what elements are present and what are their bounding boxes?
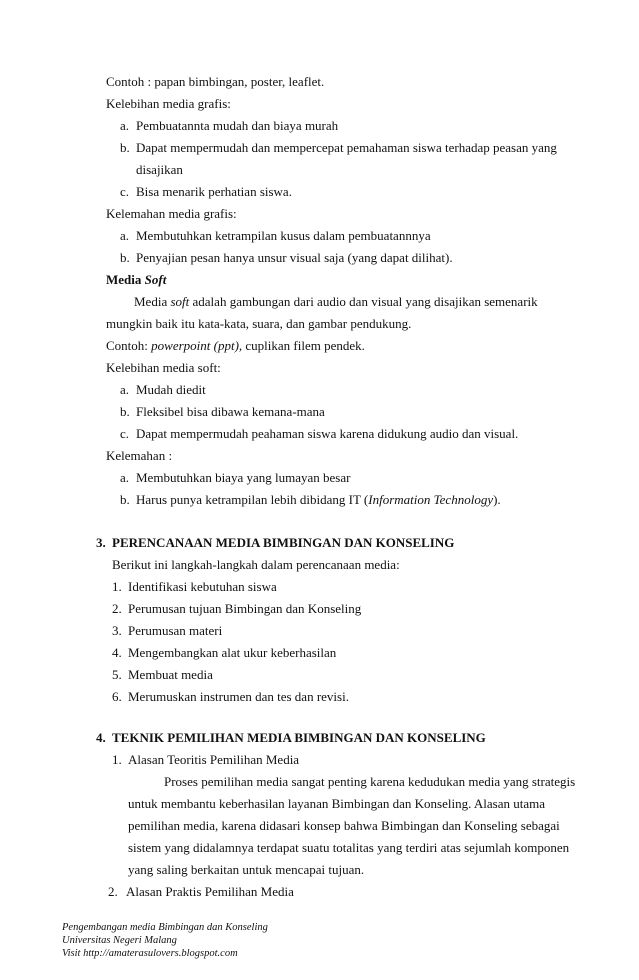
paragraph-line: untuk membantu keberhasilan layanan Bimbingan dan Konseling. Alasan utama: [128, 796, 545, 811]
list-marker: c.: [120, 426, 130, 441]
list-item: [112, 689, 349, 705]
section-number: 3.: [96, 535, 106, 550]
footer-line: Universitas Negeri Malang: [62, 935, 177, 946]
list-text: Mudah diedit: [136, 382, 206, 397]
list-marker: 5.: [112, 667, 122, 682]
text: Contoh:: [106, 338, 152, 353]
list-marker: c.: [120, 184, 130, 199]
list-item: [120, 492, 501, 508]
list-item: [120, 404, 325, 420]
footer-line: Pengembangan media Bimbingan dan Konseling: [62, 922, 268, 933]
list-text: Merumuskan instrumen dan tes dan revisi.: [128, 689, 349, 704]
soft-heading-text: Media: [106, 272, 145, 287]
list-text: Perumusan materi: [128, 623, 223, 638]
italic-term: soft: [170, 294, 190, 309]
paragraph-line: pemilihan media, karena didasari konsep bahwa Bimbingan dan Konseling sebagai: [128, 818, 560, 833]
list-marker: a.: [120, 228, 130, 243]
list-marker: 2.: [108, 884, 118, 899]
italic-term: powerpoint (ppt),: [151, 338, 243, 353]
list-item: [112, 667, 213, 683]
text: Harus punya ketrampilan lebih dibidang IT (: [136, 492, 369, 507]
section-4-heading: [96, 730, 486, 746]
list-item: [120, 184, 292, 200]
list-text: Membuat media: [128, 667, 213, 682]
list-text: Penyajian pesan hanya unsur visual saja (yang dapat dilihat).: [136, 250, 453, 265]
list-marker: a.: [120, 382, 130, 397]
list-marker: b.: [120, 140, 130, 155]
text: ).: [493, 492, 501, 507]
list-marker: b.: [120, 492, 130, 507]
list-marker: 3.: [112, 623, 122, 638]
list-item: [120, 250, 453, 266]
list-text: Identifikasi kebutuhan siswa: [128, 579, 277, 594]
soft-example: [106, 338, 365, 354]
list-item: [112, 601, 361, 617]
text: cuplikan filem pendek.: [242, 338, 365, 353]
list-text: [136, 492, 501, 507]
list-text: Membutuhkan biaya yang lumayan besar: [136, 470, 351, 485]
graphic-example: Contoh : papan bimbingan, poster, leaflet.: [106, 74, 325, 89]
paragraph-line: Proses pemilihan media sangat penting karena kedudukan media yang strategis: [164, 774, 576, 789]
list-text: Alasan Teoritis Pemilihan Media: [128, 752, 300, 767]
list-item: [112, 623, 222, 639]
footer-link[interactable]: Visit http://amaterasulovers.blogspot.com: [62, 948, 238, 959]
paragraph-line: sistem yang didalamnya terdapat suatu totalitas yang terdiri atas sejumlah komponen: [128, 840, 570, 855]
list-item: [120, 470, 350, 486]
soft-advantages-title: Kelebihan media soft:: [106, 360, 221, 375]
list-text: Dapat mempermudah peahaman siswa karena didukung audio dan visual.: [136, 426, 519, 441]
list-text: Perumusan tujuan Bimbingan dan Konseling: [128, 601, 362, 616]
list-marker: 1.: [112, 752, 122, 767]
graphic-disadvantages-title: Kelemahan media grafis:: [106, 206, 237, 221]
list-item: [120, 382, 206, 398]
list-marker: a.: [120, 470, 130, 485]
section-3-intro: Berikut ini langkah-langkah dalam perencanaan media:: [112, 557, 400, 572]
section-3-heading: [96, 535, 454, 551]
soft-disadvantages-title: Kelemahan :: [106, 448, 173, 463]
paragraph-line: yang saling berkaitan untuk mencapai tujuan.: [128, 862, 365, 877]
list-marker: 2.: [112, 601, 122, 616]
list-text: Pembuatannta mudah dan biaya murah: [136, 118, 339, 133]
list-marker: 1.: [112, 579, 122, 594]
list-item: [120, 140, 557, 156]
graphic-advantages-title: Kelebihan media grafis:: [106, 96, 231, 111]
soft-heading: [106, 272, 166, 288]
section-title: TEKNIK PEMILIHAN MEDIA BIMBINGAN DAN KONSELING: [112, 730, 486, 745]
list-item: [120, 228, 431, 244]
list-text: Membutuhkan ketrampilan kusus dalam pembuatannnya: [136, 228, 431, 243]
italic-term: Information Technology: [368, 492, 494, 507]
list-text: Bisa menarik perhatian siswa.: [136, 184, 292, 199]
list-text-continuation: disajikan: [136, 162, 183, 177]
list-text: Mengembangkan alat ukur keberhasilan: [128, 645, 337, 660]
text: adalah gambungan dari audio dan visual yang disajikan semenarik: [189, 294, 538, 309]
list-text: Dapat mempermudah dan mempercepat pemahaman siswa terhadap peasan yang: [136, 140, 557, 155]
list-text: Fleksibel bisa dibawa kemana-mana: [136, 404, 325, 419]
section-title: PERENCANAAN MEDIA BIMBINGAN DAN KONSELING: [112, 535, 455, 550]
soft-definition-cont: mungkin baik itu kata-kata, suara, dan gambar pendukung.: [106, 316, 412, 331]
list-marker: a.: [120, 118, 130, 133]
list-text: Alasan Praktis Pemilihan Media: [126, 884, 294, 899]
list-item: [120, 426, 518, 442]
list-item: [112, 645, 336, 661]
list-marker: 6.: [112, 689, 122, 704]
text: Media: [134, 294, 171, 309]
soft-definition: [134, 294, 538, 310]
list-item: [120, 118, 338, 134]
list-marker: b.: [120, 404, 130, 419]
soft-heading-italic: Soft: [144, 272, 167, 287]
list-item: [112, 579, 277, 595]
list-item: [108, 884, 294, 900]
section-number: 4.: [96, 730, 106, 745]
list-marker: 4.: [112, 645, 122, 660]
list-item: [112, 752, 299, 768]
list-marker: b.: [120, 250, 130, 265]
